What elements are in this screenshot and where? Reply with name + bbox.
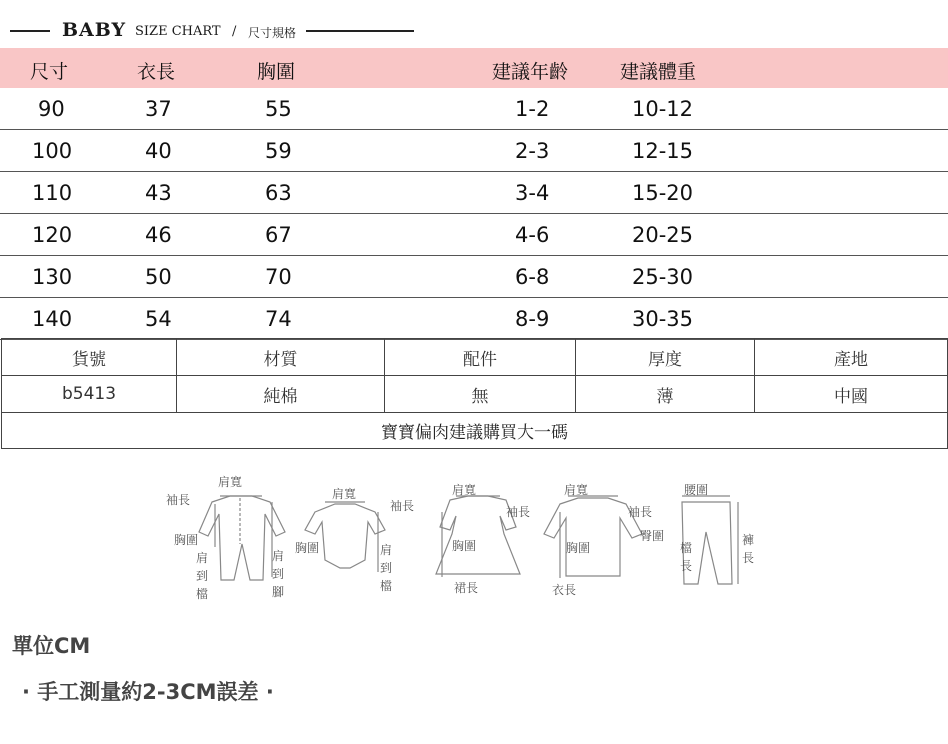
- cell-size: 100: [32, 139, 73, 163]
- cell-chest: 67: [265, 223, 292, 247]
- romper-foot-label-3: 腳: [272, 585, 285, 599]
- info-header-origin: 產地: [755, 339, 948, 376]
- romper-shoulder-label: 肩寬: [218, 475, 243, 489]
- info-value-row: [2, 376, 948, 413]
- romper-crotch-label-2: 到: [196, 569, 209, 583]
- cell-age: 6-8: [515, 265, 550, 289]
- col-weight: 建議體重: [620, 61, 697, 83]
- bodysuit-sleeve-label: 袖長: [390, 499, 415, 513]
- info-accessories: 無: [385, 376, 576, 413]
- size-table: [0, 48, 948, 340]
- cell-age: 2-3: [515, 139, 550, 163]
- cell-age: 4-6: [515, 223, 550, 247]
- size-advice-note: 寶寶偏肉建議購買大一碼: [2, 413, 948, 449]
- bodysuit-crotch-label-1: 肩: [380, 543, 393, 557]
- header-subtitle-cn: 尺寸規格: [248, 26, 297, 40]
- cell-size: 90: [38, 97, 65, 121]
- col-age: 建議年齡: [492, 61, 569, 83]
- romper-foot-label-2: 到: [272, 567, 285, 581]
- cell-age: 8-9: [515, 307, 550, 331]
- cell-length: 46: [145, 223, 172, 247]
- cell-chest: 59: [265, 139, 292, 163]
- info-header-material: 材質: [177, 339, 385, 376]
- cell-size: 110: [32, 181, 73, 205]
- info-header-item-no: 貨號: [2, 339, 177, 376]
- header-subtitle: SIZE CHART: [135, 24, 221, 39]
- romper-foot-label-1: 肩: [272, 549, 285, 563]
- header-line-left: [10, 30, 50, 32]
- cell-size: 140: [32, 307, 73, 331]
- dress-shoulder-label: 肩寬: [452, 483, 477, 497]
- info-header-row: [2, 339, 948, 376]
- top-chest-label: 胸圍: [566, 541, 591, 555]
- brand-title: BABY: [62, 19, 127, 41]
- table-row: [0, 172, 948, 214]
- bodysuit-outline-icon: [305, 504, 385, 568]
- cell-weight: 10-12: [632, 97, 694, 121]
- cell-weight: 25-30: [632, 265, 694, 289]
- cell-length: 40: [145, 139, 172, 163]
- unit-note: 單位CM: [12, 634, 91, 658]
- cell-size: 130: [32, 265, 73, 289]
- info-header-accessories: 配件: [385, 339, 576, 376]
- table-row: [0, 130, 948, 172]
- table-row: [0, 88, 948, 130]
- col-chest: 胸圍: [257, 61, 296, 83]
- cell-weight: 20-25: [632, 223, 694, 247]
- header-line-right: [306, 30, 414, 32]
- romper-sleeve-label: 袖長: [166, 493, 191, 507]
- cell-age: 1-2: [515, 97, 550, 121]
- cell-chest: 74: [265, 307, 292, 331]
- cell-weight: 30-35: [632, 307, 694, 331]
- cell-chest: 70: [265, 265, 292, 289]
- product-info-table: [1, 338, 948, 449]
- pants-length-label-2: 長: [742, 551, 755, 565]
- bodysuit-shoulder-label: 肩寬: [332, 487, 357, 501]
- measurement-diagrams: [160, 472, 770, 612]
- cell-age: 3-4: [515, 181, 550, 205]
- size-chart-header: [10, 14, 430, 46]
- info-material: 純棉: [177, 376, 385, 413]
- bodysuit-crotch-label-2: 到: [380, 561, 393, 575]
- cell-length: 43: [145, 181, 172, 205]
- info-header-thickness: 厚度: [576, 339, 755, 376]
- romper-crotch-label-3: 檔: [196, 587, 209, 601]
- pants-waist-label: 腰圍: [684, 483, 709, 497]
- cell-size: 120: [32, 223, 73, 247]
- top-sleeve-label: 袖長: [628, 505, 653, 519]
- info-note-row: [2, 413, 948, 449]
- dress-sleeve-label: 袖長: [506, 505, 531, 519]
- pants-hip-label: 臀圍: [640, 529, 665, 543]
- diagram-labels: [166, 474, 754, 601]
- table-row: [0, 256, 948, 298]
- col-length: 衣長: [137, 61, 176, 83]
- pants-length-label-1: 褲: [742, 533, 755, 547]
- pants-rise-label-1: 檔: [680, 541, 693, 555]
- header-separator: /: [232, 24, 237, 39]
- bodysuit-crotch-label-3: 檔: [380, 579, 393, 593]
- cell-chest: 55: [265, 97, 292, 121]
- dress-chest-label: 胸圍: [452, 539, 477, 553]
- cell-weight: 15-20: [632, 181, 694, 205]
- col-size: 尺寸: [30, 61, 69, 83]
- cell-length: 50: [145, 265, 172, 289]
- cell-weight: 12-15: [632, 139, 694, 163]
- dress-length-label: 裙長: [454, 581, 479, 595]
- info-item-no: b5413: [2, 376, 177, 413]
- cell-length: 37: [145, 97, 172, 121]
- romper-chest-label: 胸圍: [174, 533, 199, 547]
- size-table-header: [0, 48, 948, 88]
- top-length-label: 衣長: [552, 583, 577, 597]
- info-origin: 中國: [755, 376, 948, 413]
- table-row: [0, 214, 948, 256]
- cell-length: 54: [145, 307, 172, 331]
- top-shoulder-label: 肩寬: [564, 483, 589, 497]
- cell-chest: 63: [265, 181, 292, 205]
- bodysuit-chest-label: 胸圍: [295, 541, 320, 555]
- measurement-error-note: · 手工測量約2-3CM誤差 ·: [22, 680, 274, 704]
- info-thickness: 薄: [576, 376, 755, 413]
- romper-crotch-label-1: 肩: [196, 551, 209, 565]
- pants-rise-label-2: 長: [680, 559, 693, 573]
- table-row: [0, 298, 948, 340]
